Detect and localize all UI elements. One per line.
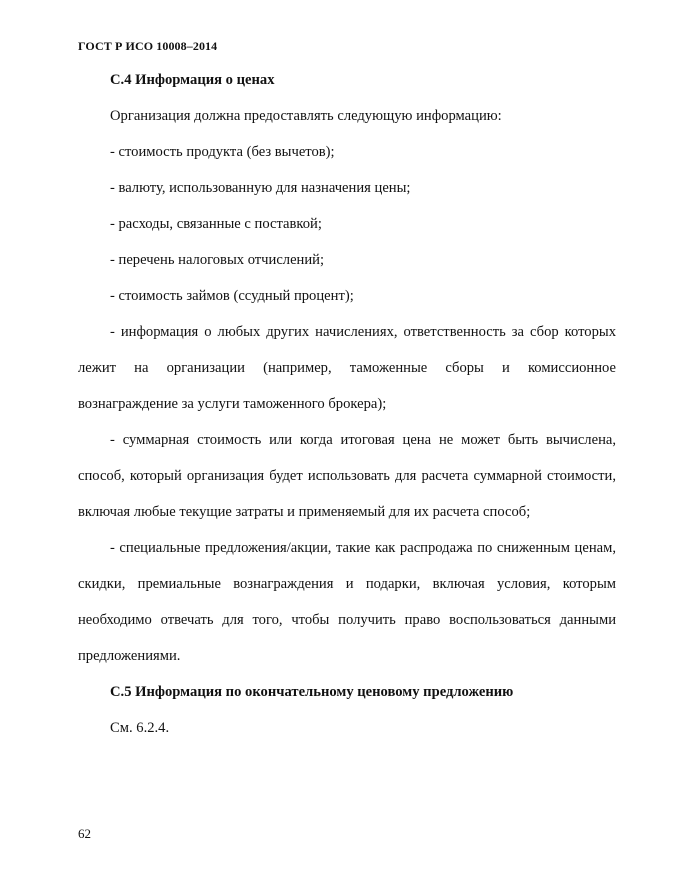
- list-item-product-cost: - стоимость продукта (без вычетов);: [110, 144, 335, 160]
- list-item-other-charges: - информация о любых других начислениях, ответственность за сбор которых лежит на организации (например, таможенные сборы и комиссионное вознаграждение за услуги таможенного брокера);: [78, 324, 616, 412]
- list-item-total-cost: - суммарная стоимость или когда итоговая цена не может быть вычислена, способ, который организация будет использовать для расчета суммарной стоимости, включая любые текущие затраты и применяемый для их расчета способ;: [78, 432, 616, 520]
- paragraph-intro: Организация должна предоставлять следующую информацию:: [110, 108, 502, 124]
- document-body: [78, 62, 616, 746]
- section-heading-c4: С.4 Информация о ценах: [110, 72, 275, 88]
- list-item-loan-cost: - стоимость займов (ссудный процент);: [110, 288, 354, 304]
- paragraph-reference: См. 6.2.4.: [110, 720, 170, 736]
- standard-code-header: ГОСТ Р ИСО 10008–2014: [78, 39, 218, 53]
- list-item-currency: - валюту, использованную для назначения цены;: [110, 180, 411, 196]
- page-number: 62: [78, 826, 91, 841]
- list-item-delivery-costs: - расходы, связанные с поставкой;: [110, 216, 322, 232]
- list-item-taxes: - перечень налоговых отчислений;: [110, 252, 325, 268]
- list-item-special-offers: - специальные предложения/акции, такие как распродажа по сниженным ценам, скидки, премиальные вознаграждения и подарки, включая условия, которым необходимо отвечать для того, чтобы получить право воспользоваться данными предложениями.: [78, 540, 616, 664]
- section-heading-c5: С.5 Информация по окончательному ценовому предложению: [110, 684, 514, 700]
